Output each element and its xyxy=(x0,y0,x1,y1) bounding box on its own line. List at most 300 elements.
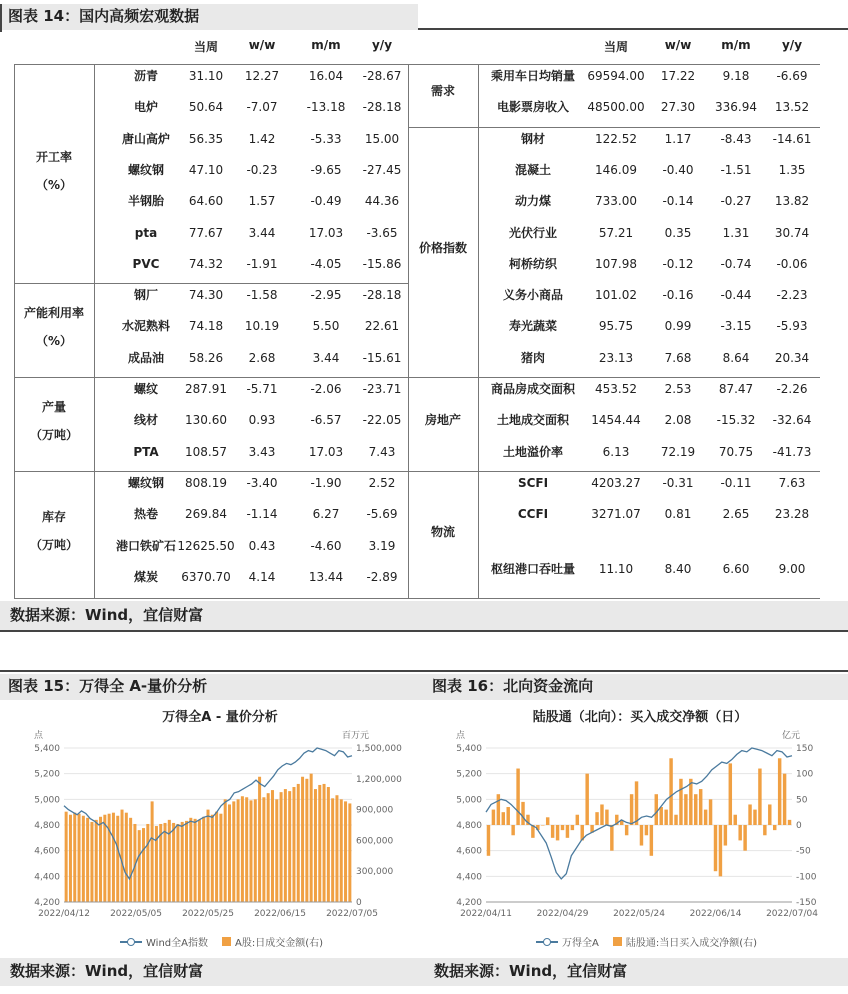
cell-value: 31.10 xyxy=(188,69,224,83)
bar xyxy=(699,789,702,825)
figure16-top-rule xyxy=(424,670,848,672)
bar xyxy=(219,814,222,902)
cell-value: -15.86 xyxy=(362,256,402,271)
cell-value: 23.28 xyxy=(774,506,810,521)
group-label: 库存 xyxy=(41,509,66,524)
cell-value: 72.19 xyxy=(660,444,696,459)
cell-value: -1.90 xyxy=(310,475,342,490)
bar xyxy=(211,815,214,902)
bar xyxy=(172,823,175,902)
table-bottom-line xyxy=(14,598,820,599)
cell-value: 10.19 xyxy=(244,319,280,334)
bar xyxy=(734,815,737,825)
group-divider xyxy=(408,471,820,472)
bar xyxy=(714,825,717,871)
figure15-source: 数据来源：Wind，宜信财富 xyxy=(0,958,424,986)
cell-value: 6.13 xyxy=(602,444,630,459)
cell-value: -1.14 xyxy=(246,507,278,522)
bar xyxy=(492,810,495,825)
bar xyxy=(743,825,746,851)
legend-bar-marker xyxy=(222,937,231,946)
cell-value: -2.95 xyxy=(310,288,342,303)
bar xyxy=(585,774,588,825)
bar xyxy=(116,816,119,902)
y2-axis-unit: 百万元 xyxy=(342,731,370,741)
cell-value: -14.61 xyxy=(772,131,812,146)
cell-value: -5.71 xyxy=(246,382,278,396)
bar xyxy=(323,784,326,902)
bar xyxy=(99,817,102,902)
cell-value: 56.35 xyxy=(188,131,224,146)
row-name: 钢厂 xyxy=(133,288,158,303)
cell-value: -27.45 xyxy=(362,162,402,177)
row-name: 电影票房收入 xyxy=(496,100,569,115)
bar xyxy=(284,789,287,902)
chart15-svg xyxy=(0,720,420,930)
cell-value: 0.81 xyxy=(664,506,692,521)
bar xyxy=(502,812,505,825)
cell-value: -5.93 xyxy=(776,319,808,334)
cell-value: -4.60 xyxy=(310,538,342,553)
cell-value: 95.75 xyxy=(598,319,634,334)
column-header: 当周 xyxy=(603,40,628,54)
group-unit: （%） xyxy=(35,177,73,192)
chart16-title: 陆股通（北向）：买入成交净额（日） xyxy=(532,710,748,725)
y-tick-label: 4,800 xyxy=(34,821,60,831)
cell-value: 733.00 xyxy=(595,194,637,209)
bar xyxy=(245,797,248,902)
cell-value: 287.91 xyxy=(185,382,227,396)
cell-value: 23.13 xyxy=(598,350,634,365)
bar xyxy=(305,779,308,902)
bar xyxy=(267,793,270,902)
bar xyxy=(719,825,722,876)
x-tick-label: 2022/05/25 xyxy=(182,909,234,919)
cell-value: -0.40 xyxy=(662,162,694,177)
bar xyxy=(327,787,330,902)
cell-value: 107.98 xyxy=(595,256,637,271)
row-name: 煤炭 xyxy=(133,569,158,584)
row-name: 商品房成交面积 xyxy=(490,382,575,396)
bar xyxy=(511,825,514,835)
cell-value: 122.52 xyxy=(595,131,637,146)
bar xyxy=(344,801,347,902)
cell-value: 69594.00 xyxy=(587,69,645,83)
bar xyxy=(69,815,72,902)
bar xyxy=(783,774,786,825)
bar xyxy=(82,816,85,902)
column-header: m/m xyxy=(311,38,341,52)
cell-value: 58.26 xyxy=(188,350,224,365)
y-tick-label: 5,400 xyxy=(34,744,60,754)
x-tick-label: 2022/04/29 xyxy=(536,909,589,919)
row-name: 唐山高炉 xyxy=(121,131,170,146)
row-name: PVC xyxy=(132,256,160,271)
cell-value: 0.99 xyxy=(664,319,692,334)
cell-value: 269.84 xyxy=(185,507,227,522)
cell-value: -22.05 xyxy=(362,413,402,428)
bar xyxy=(689,779,692,825)
bar xyxy=(95,820,98,902)
y2-tick-label: 0 xyxy=(356,898,362,908)
cell-value: 336.94 xyxy=(715,100,757,115)
bar xyxy=(280,792,283,902)
bar xyxy=(90,822,93,902)
cell-value: 7.63 xyxy=(778,475,806,490)
bar xyxy=(768,804,771,825)
cell-value: -1.58 xyxy=(246,288,278,303)
row-name: 钢材 xyxy=(520,131,545,146)
cell-value: -41.73 xyxy=(772,444,812,459)
y2-tick-label: -50 xyxy=(796,846,811,857)
cell-value: 50.64 xyxy=(188,100,224,115)
cell-value: -0.12 xyxy=(662,256,694,271)
bar xyxy=(674,815,677,825)
figure14-top-rule xyxy=(418,28,848,30)
group-unit: （万吨） xyxy=(29,427,78,442)
cell-value: -2.89 xyxy=(366,569,398,584)
bar xyxy=(151,801,154,902)
legend-line-marker xyxy=(120,941,142,943)
row-name: SCFI xyxy=(517,475,549,490)
cell-value: -0.74 xyxy=(720,256,752,271)
cell-value: -28.67 xyxy=(362,69,402,83)
bar xyxy=(318,785,321,902)
cell-value: 74.18 xyxy=(188,319,224,334)
table-top-line xyxy=(14,64,820,65)
x-tick-label: 2022/05/24 xyxy=(613,909,665,919)
figure14-source: 数据来源：Wind，宜信财富 xyxy=(0,601,848,631)
cell-value: 6.60 xyxy=(722,561,750,576)
bar xyxy=(669,758,672,825)
bar xyxy=(194,819,197,902)
y2-tick-label: 50 xyxy=(796,795,808,806)
bar xyxy=(228,804,231,902)
cell-value: 15.00 xyxy=(364,131,400,146)
bar xyxy=(605,810,608,825)
bar xyxy=(206,810,209,902)
legend-line-label: Wind全A指数 xyxy=(146,938,208,949)
cell-value: 64.60 xyxy=(188,194,224,209)
bar xyxy=(541,825,544,826)
cell-value: 77.67 xyxy=(188,225,224,240)
bar xyxy=(189,818,192,902)
bar xyxy=(566,825,569,838)
chart15-title: 万得全A - 量价分析 xyxy=(162,710,278,725)
bar xyxy=(679,779,682,825)
figure15-title: 图表 15：万得全 A-量价分析 xyxy=(0,674,424,700)
group-label: 开工率 xyxy=(35,149,72,164)
cell-value: 2.53 xyxy=(664,382,692,396)
chart16-legend xyxy=(536,934,757,949)
bar xyxy=(684,794,687,825)
y-tick-label: 5,000 xyxy=(456,795,482,806)
cell-value: -2.26 xyxy=(776,382,808,396)
cell-value: -6.69 xyxy=(776,69,808,83)
cell-value: 1.42 xyxy=(248,131,276,146)
cell-value: -23.71 xyxy=(362,382,402,396)
y2-tick-label: 600,000 xyxy=(356,836,394,847)
cell-value: -4.05 xyxy=(310,256,342,271)
cell-value: -2.06 xyxy=(310,382,342,396)
bar xyxy=(335,795,338,902)
chart16-svg xyxy=(424,720,848,930)
row-name: 成品油 xyxy=(127,350,164,365)
cell-value: 2.65 xyxy=(722,506,750,521)
column-header: w/w xyxy=(248,38,276,52)
row-name: 电炉 xyxy=(133,100,158,115)
bar xyxy=(146,824,149,902)
column-header: m/m xyxy=(721,38,751,52)
row-name: 螺纹钢 xyxy=(127,162,164,177)
cell-value: 7.68 xyxy=(664,350,692,365)
cell-value: -0.31 xyxy=(662,475,694,490)
cell-value: -5.33 xyxy=(310,131,342,146)
legend-line-marker xyxy=(536,941,558,943)
cell-value: 44.36 xyxy=(364,194,400,209)
row-name: 螺纹钢 xyxy=(127,475,164,490)
bar xyxy=(78,814,81,902)
figure14-left-border xyxy=(0,4,2,32)
bar xyxy=(176,824,179,902)
bar xyxy=(198,820,201,902)
cell-value: -0.16 xyxy=(662,288,694,303)
cell-value: 17.22 xyxy=(660,69,696,83)
cell-value: 9.18 xyxy=(722,69,750,83)
y-axis-unit: 点 xyxy=(34,731,44,741)
cell-value: -3.65 xyxy=(366,225,398,240)
cell-value: 1.57 xyxy=(248,194,276,209)
bar xyxy=(108,814,111,902)
row-name: 土地成交面积 xyxy=(496,413,569,428)
bar xyxy=(202,817,205,902)
bar xyxy=(129,818,132,902)
bar xyxy=(65,812,68,902)
cell-value: -0.11 xyxy=(720,475,752,490)
bar xyxy=(709,799,712,825)
cell-value: 453.52 xyxy=(595,382,637,396)
y2-tick-label: -100 xyxy=(796,872,817,883)
row-name: 动力煤 xyxy=(514,194,551,209)
bar xyxy=(271,790,274,902)
row-name: 土地溢价率 xyxy=(502,444,563,459)
cell-value: -13.18 xyxy=(306,100,346,115)
figure16-title: 图表 16：北向资金流向 xyxy=(424,674,848,700)
bar xyxy=(301,777,304,902)
cell-value: 808.19 xyxy=(185,475,227,490)
cell-value: 5.50 xyxy=(312,319,340,334)
cell-value: 8.40 xyxy=(664,561,692,576)
bar xyxy=(292,787,295,902)
bar xyxy=(664,810,667,825)
bar xyxy=(645,825,648,835)
y-tick-label: 5,000 xyxy=(34,795,60,806)
cell-value: 13.44 xyxy=(308,569,344,584)
bar xyxy=(778,758,781,825)
bar xyxy=(487,825,490,856)
bar xyxy=(738,825,741,840)
cell-value: -7.07 xyxy=(246,100,278,115)
bar xyxy=(551,825,554,838)
bar xyxy=(125,813,128,902)
bar xyxy=(748,804,751,825)
group-label: 产量 xyxy=(41,399,66,414)
table-group-col-line xyxy=(94,64,95,598)
row-name: 热卷 xyxy=(133,507,158,522)
cell-value: -15.61 xyxy=(362,350,402,365)
bar xyxy=(288,791,291,902)
y2-tick-label: 1,200,000 xyxy=(356,774,402,785)
cell-value: -5.69 xyxy=(366,507,398,522)
index-line xyxy=(486,748,792,879)
cell-value: -28.18 xyxy=(362,100,402,115)
bar xyxy=(516,769,519,825)
row-name: 枢纽港口吞吐量 xyxy=(490,561,575,576)
group-unit: （%） xyxy=(35,334,73,349)
bar xyxy=(348,803,351,902)
cell-value: 74.30 xyxy=(188,288,224,303)
cell-value: 1454.44 xyxy=(591,413,641,428)
y2-tick-label: 1,500,000 xyxy=(356,744,402,754)
cell-value: 17.03 xyxy=(308,225,344,240)
group-label: 房地产 xyxy=(424,412,461,427)
cell-value: 1.17 xyxy=(664,131,692,146)
x-tick-label: 2022/07/05 xyxy=(326,909,378,919)
bar xyxy=(724,825,727,846)
bar xyxy=(729,763,732,825)
x-tick-label: 2022/04/12 xyxy=(38,909,90,919)
bar xyxy=(310,774,313,902)
row-name: 猪肉 xyxy=(520,350,545,365)
cell-value: 7.43 xyxy=(368,444,396,459)
bar xyxy=(556,825,559,840)
cell-value: 4.14 xyxy=(248,569,276,584)
bar xyxy=(640,825,643,846)
legend-bar-label: 陆股通:当日买入成交净额(右) xyxy=(625,938,758,949)
bar xyxy=(275,799,278,902)
cell-value: 0.43 xyxy=(248,538,276,553)
cell-value: -15.32 xyxy=(716,413,756,428)
bar xyxy=(215,812,218,902)
group-divider xyxy=(408,127,820,128)
cell-value: 6370.70 xyxy=(181,569,231,584)
cell-value: 3.44 xyxy=(248,225,276,240)
bar xyxy=(331,798,334,902)
column-header: y/y xyxy=(781,38,803,52)
x-tick-label: 2022/06/15 xyxy=(254,909,306,919)
cell-value: 70.75 xyxy=(718,444,754,459)
cell-value: 101.02 xyxy=(595,288,637,303)
cell-value: 20.34 xyxy=(774,350,810,365)
cell-value: -28.18 xyxy=(362,288,402,303)
x-tick-label: 2022/07/04 xyxy=(766,909,818,919)
cell-value: -0.49 xyxy=(310,194,342,209)
bar xyxy=(224,799,227,902)
bar xyxy=(521,802,524,825)
row-name: 沥青 xyxy=(133,69,158,83)
bar xyxy=(254,799,257,902)
cell-value: 22.61 xyxy=(364,319,400,334)
column-header: 当周 xyxy=(193,40,218,54)
bar xyxy=(694,794,697,825)
bar xyxy=(635,781,638,825)
table-right-group-col-line xyxy=(478,64,479,598)
cell-value: 3271.07 xyxy=(591,506,641,521)
bar xyxy=(262,797,265,902)
cell-value: 47.10 xyxy=(188,162,224,177)
y-tick-label: 4,400 xyxy=(456,872,482,883)
cell-value: 4203.27 xyxy=(591,475,641,490)
row-name: 乘用车日均销量 xyxy=(490,69,575,83)
figure14-title: 图表 14：国内高频宏观数据 xyxy=(0,4,418,30)
bar xyxy=(595,812,598,825)
row-name: CCFI xyxy=(517,506,549,521)
cell-value: 13.82 xyxy=(774,194,810,209)
legend-bar-label: A股:日成交金额(右) xyxy=(234,938,323,949)
cell-value: 11.10 xyxy=(598,561,634,576)
bar xyxy=(138,830,141,902)
row-name: 线材 xyxy=(133,413,158,428)
group-label: 产能利用率 xyxy=(23,306,84,321)
row-name: 光伏行业 xyxy=(508,225,557,240)
y-tick-label: 4,200 xyxy=(456,898,482,908)
bar xyxy=(788,820,791,825)
bar xyxy=(571,825,574,830)
bar xyxy=(576,815,579,825)
group-divider xyxy=(408,377,820,378)
cell-value: 108.57 xyxy=(185,444,227,459)
y-tick-label: 4,800 xyxy=(456,821,482,831)
cell-value: -0.14 xyxy=(662,194,694,209)
legend-line-label: 万得全A xyxy=(562,938,599,949)
bar xyxy=(763,825,766,835)
bar xyxy=(659,807,662,825)
x-tick-label: 2022/05/05 xyxy=(110,909,162,919)
y2-axis-unit: 亿元 xyxy=(782,731,801,741)
x-tick-label: 2022/06/14 xyxy=(689,909,742,919)
cell-value: 16.04 xyxy=(308,69,344,83)
cell-value: 146.09 xyxy=(595,162,637,177)
cell-value: -2.23 xyxy=(776,288,808,303)
bar xyxy=(237,799,240,902)
bar xyxy=(241,796,244,902)
bar xyxy=(142,828,145,902)
bar xyxy=(546,817,549,825)
row-name: 螺纹 xyxy=(133,382,158,396)
bar xyxy=(753,810,756,825)
bar xyxy=(185,821,188,902)
y-tick-label: 5,200 xyxy=(456,769,482,780)
y2-tick-label: -150 xyxy=(796,898,817,908)
cell-value: 17.03 xyxy=(308,444,344,459)
chart15-legend xyxy=(120,934,323,949)
group-label: 需求 xyxy=(430,84,455,99)
bar xyxy=(121,810,124,902)
y-tick-label: 5,200 xyxy=(34,769,60,780)
y2-tick-label: 100 xyxy=(796,769,814,780)
column-header: y/y xyxy=(371,38,393,52)
row-name: 水泥熟料 xyxy=(121,319,170,334)
row-name: 半钢胎 xyxy=(127,194,164,209)
row-name: 义务小商品 xyxy=(502,288,563,303)
figure16-source: 数据来源：Wind，宜信财富 xyxy=(424,958,848,986)
group-label: 物流 xyxy=(430,525,455,540)
cell-value: -0.23 xyxy=(246,162,278,177)
bar xyxy=(340,799,343,902)
cell-value: 2.68 xyxy=(248,350,276,365)
bar xyxy=(773,825,776,830)
bar xyxy=(600,804,603,825)
